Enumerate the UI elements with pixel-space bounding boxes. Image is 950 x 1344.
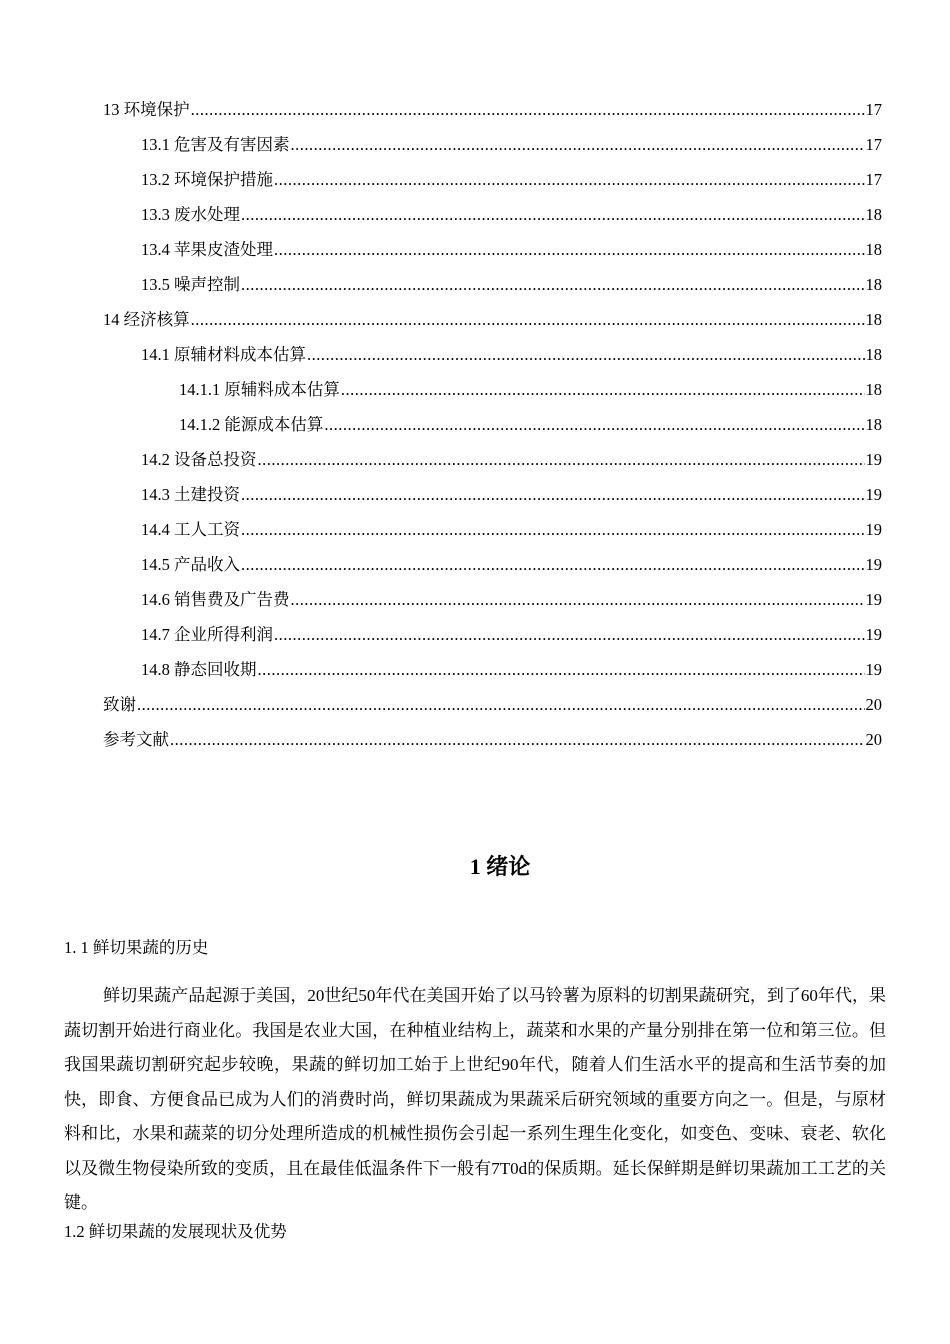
dot-leader [241,203,865,227]
toc-entry[interactable] [103,693,882,728]
dot-leader [191,308,865,332]
table-of-contents [103,98,882,763]
toc-entry-title: 14.2 设备总投资 [141,450,257,469]
toc-entry-page: 18 [865,205,882,224]
toc-entry[interactable] [103,588,882,623]
dot-leader [307,343,865,367]
toc-entry-page: 18 [865,240,882,259]
chapter-title: 1 绪论 [469,854,531,879]
toc-entry-page: 18 [865,275,882,294]
toc-entry-title: 13.3 废水处理 [141,205,240,224]
toc-entry-page: 19 [865,590,882,609]
toc-entry-title: 13 环境保护 [103,100,190,119]
toc-entry[interactable] [103,448,882,483]
toc-entry-title: 13.4 苹果皮渣处理 [141,240,273,259]
toc-entry[interactable] [103,238,882,273]
section-heading-1-1: 1. 1 鲜切果蔬的历史 [64,938,209,957]
dot-leader [274,238,865,262]
toc-entry[interactable] [103,273,882,308]
toc-entry-page: 19 [865,555,882,574]
dot-leader [341,378,865,402]
toc-entry[interactable] [103,413,882,448]
toc-entry-page: 19 [865,520,882,539]
toc-entry[interactable] [103,98,882,133]
toc-entry[interactable] [103,553,882,588]
toc-entry-title: 14.1 原辅材料成本估算 [141,345,306,364]
toc-entry-page: 19 [865,450,882,469]
toc-entry-page: 17 [865,170,882,189]
dot-leader [241,483,865,507]
dot-leader [241,518,865,542]
dot-leader [258,448,865,472]
toc-entry-title: 14.7 企业所得利润 [141,625,273,644]
toc-entry-page: 18 [865,415,882,434]
toc-entry[interactable] [103,343,882,378]
toc-entry-title: 13.5 噪声控制 [141,275,240,294]
toc-entry-title: 13.1 危害及有害因素 [141,135,290,154]
section-heading-1-2: 1.2 鲜切果蔬的发展现状及优势 [64,1222,287,1241]
dot-leader [241,553,865,577]
toc-entry-title: 14.4 工人工资 [141,520,240,539]
toc-entry-page: 19 [865,660,882,679]
toc-entry[interactable] [103,168,882,203]
toc-entry[interactable] [103,308,882,343]
toc-entry-title: 参考文献 [103,730,169,749]
dot-leader [324,413,864,437]
toc-entry-page: 20 [865,695,882,714]
toc-entry-page: 18 [865,380,882,399]
toc-entry-title: 14.1.2 能源成本估算 [179,415,324,434]
dot-leader [291,588,865,612]
dot-leader [170,728,865,752]
toc-entry-title: 14.1.1 原辅料成本估算 [179,380,340,399]
dot-leader [274,623,865,647]
toc-entry[interactable] [103,728,882,763]
toc-entry[interactable] [103,133,882,168]
dot-leader [241,273,865,297]
toc-entry[interactable] [103,518,882,553]
dot-leader [258,658,865,682]
toc-entry-page: 18 [865,345,882,364]
toc-entry-title: 14.6 销售费及广告费 [141,590,290,609]
toc-entry-title: 致谢 [103,695,136,714]
toc-entry-page: 18 [865,310,882,329]
dot-leader [274,168,865,192]
dot-leader [191,98,865,122]
toc-entry-title: 14 经济核算 [103,310,190,329]
toc-entry[interactable] [103,623,882,658]
toc-entry-page: 19 [865,485,882,504]
toc-entry-page: 17 [865,100,882,119]
toc-entry-title: 13.2 环境保护措施 [141,170,273,189]
toc-entry-page: 19 [865,625,882,644]
toc-entry-title: 14.3 土建投资 [141,485,240,504]
dot-leader [137,693,865,717]
toc-entry[interactable] [103,658,882,693]
toc-entry[interactable] [103,203,882,238]
toc-entry[interactable] [103,483,882,518]
toc-entry-page: 17 [865,135,882,154]
body-paragraph: 鲜切果蔬产品起源于美国，20世纪50年代在美国开始了以马铃薯为原料的切割果蔬研究，到了60年代，果蔬切割开始进行商业化。我国是农业大国，在种植业结构上，蔬菜和水果的产量分别排在第一位和第三位。但我国果蔬切割研究起步较晚，果蔬的鲜切加工始于上世纪90年代，随着人们生活水平的提高和生活节奏的加快，即食、方便食品已成为人们的消费时尚，鲜切果蔬成为果蔬采后研究领域的重要方向之一。但是，与原材料和比，水果和蔬菜的切分处理所造成的机械性损伤会引起一系列生理生化变化，如变色、变味、衰老、软化以及微生物侵染所致的变质，且在最佳低温条件下一般有7T0d的保质期。延长保鲜期是鲜切果蔬加工工艺的关键。 [64,986,886,1212]
toc-entry-title: 14.5 产品收入 [141,555,240,574]
toc-entry-page: 20 [865,730,882,749]
toc-entry[interactable] [103,378,882,413]
dot-leader [291,133,865,157]
toc-entry-title: 14.8 静态回收期 [141,660,257,679]
